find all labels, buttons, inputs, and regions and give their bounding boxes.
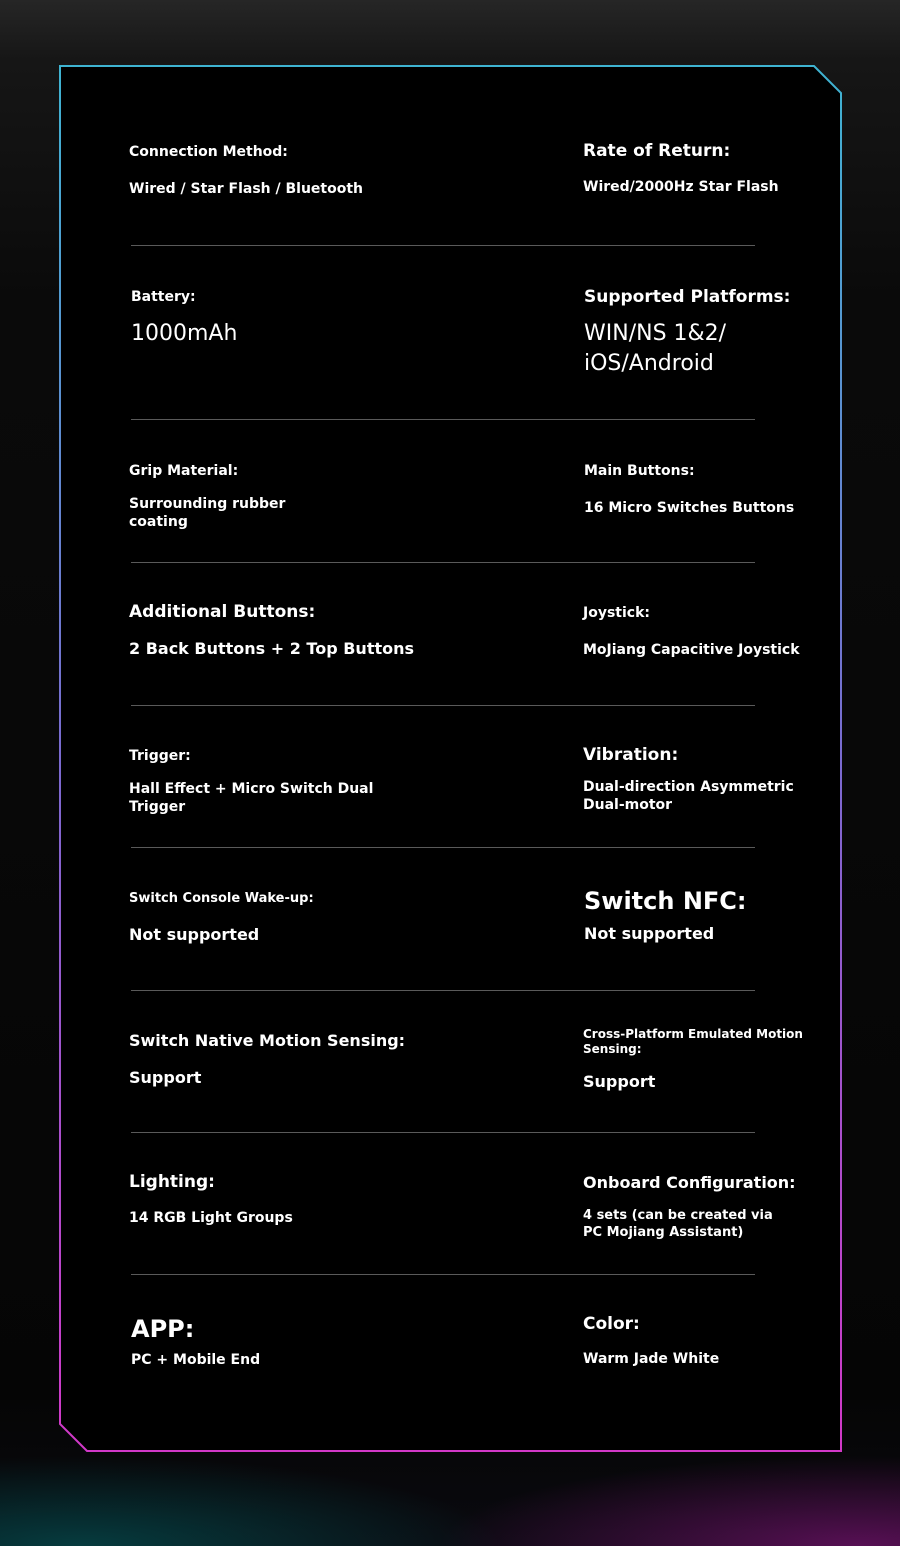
spec-label: APP:: [131, 1315, 195, 1343]
spec-label: Additional Buttons:: [129, 602, 316, 622]
spec-label: Supported Platforms:: [584, 287, 791, 307]
spec-color: [583, 1314, 719, 1369]
spec-label: Main Buttons:: [584, 463, 695, 479]
spec-value: Support: [583, 1072, 656, 1091]
spec-label: Color:: [583, 1314, 640, 1334]
spec-value: Hall Effect + Micro Switch Dual Trigger: [129, 780, 374, 815]
spec-joystick: [583, 605, 800, 659]
spec-value: WIN/NS 1&2/ iOS/Android: [584, 321, 727, 377]
spec-value: Wired/2000Hz Star Flash: [583, 179, 779, 196]
spec-value: Not supported: [584, 924, 715, 943]
spec-label: Vibration:: [583, 745, 679, 765]
spec-value: PC + Mobile End: [131, 1352, 261, 1368]
spec-label: Battery:: [131, 289, 196, 305]
spec-label: Rate of Return:: [583, 141, 731, 161]
spec-value: Support: [129, 1068, 202, 1087]
spec-onboard-configuration: [583, 1173, 796, 1241]
spec-lighting: [129, 1172, 293, 1228]
spec-additional-buttons: [129, 602, 414, 659]
spec-label: Lighting:: [129, 1172, 215, 1192]
spec-vibration: [583, 745, 798, 814]
row-divider: [131, 245, 755, 246]
spec-value: 1000mAh: [131, 320, 238, 346]
spec-switch-nfc: [584, 886, 747, 944]
row-divider: [131, 847, 755, 848]
spec-label: Connection Method:: [129, 144, 288, 160]
row-divider: [131, 419, 755, 420]
spec-label: Joystick:: [583, 605, 650, 621]
spec-label: Switch NFC:: [584, 887, 747, 915]
spec-supported-platforms: [584, 287, 790, 379]
spec-label: Onboard Configuration:: [583, 1173, 796, 1192]
spec-value: 16 Micro Switches Buttons: [584, 499, 795, 516]
spec-label: Switch Console Wake-up:: [129, 891, 314, 906]
spec-value: 4 sets (can be created via PC Mojiang Assistant): [583, 1208, 773, 1240]
row-divider: [131, 705, 755, 706]
spec-value: Dual-direction Asymmetric Dual-motor: [583, 779, 794, 814]
spec-value: Surrounding rubber coating: [129, 495, 286, 530]
spec-battery: [131, 289, 237, 347]
spec-label: Grip Material:: [129, 463, 239, 479]
spec-connection-method: [129, 144, 363, 198]
row-divider: [131, 990, 755, 991]
spec-label: Switch Native Motion Sensing:: [129, 1031, 406, 1050]
row-divider: [131, 1132, 755, 1133]
spec-app: [131, 1314, 260, 1370]
spec-value: 14 RGB Light Groups: [129, 1210, 293, 1227]
spec-value: Wired / Star Flash / Bluetooth: [129, 180, 364, 197]
spec-value: MoJiang Capacitive Joystick: [583, 641, 800, 658]
spec-value: Warm Jade White: [583, 1351, 720, 1368]
spec-label: Cross-Platform Emulated Motion Sensing:: [583, 1027, 803, 1056]
spec-console-wakeup: [129, 891, 314, 945]
row-divider: [131, 1274, 755, 1275]
spec-label: Trigger:: [129, 748, 191, 764]
spec-trigger: [129, 748, 389, 816]
spec-grip-material: [129, 463, 314, 531]
row-divider: [131, 562, 755, 563]
spec-value: Not supported: [129, 925, 260, 945]
spec-emulated-motion-sensing: [583, 1027, 808, 1092]
spec-native-motion-sensing: [129, 1031, 405, 1088]
spec-value: 2 Back Buttons + 2 Top Buttons: [129, 639, 415, 659]
spec-main-buttons: [584, 463, 794, 517]
spec-rate-of-return: [583, 141, 779, 197]
